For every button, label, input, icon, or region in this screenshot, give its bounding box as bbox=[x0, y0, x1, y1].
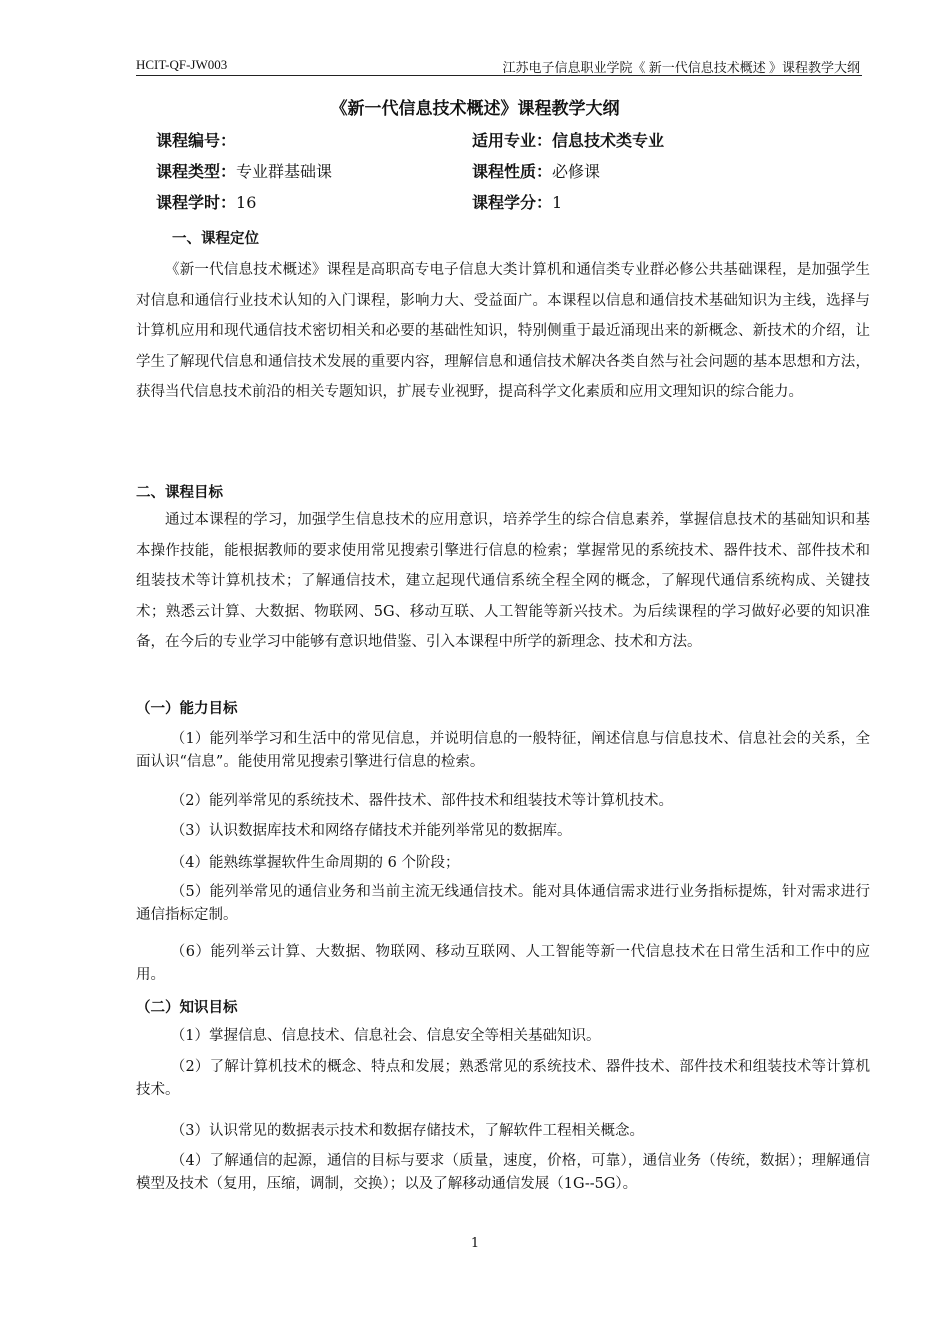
meta-value: 必修课 bbox=[552, 162, 601, 181]
ability-item-2: （2）能列举常见的系统技术、器件技术、部件技术和组装技术等计算机技术。 bbox=[170, 793, 674, 809]
meta-label: 课程类型： bbox=[156, 162, 237, 181]
header-divider bbox=[136, 75, 862, 76]
meta-course-code bbox=[156, 128, 236, 151]
section-heading-positioning: 一、课程定位 bbox=[172, 231, 259, 247]
page-number: 1 bbox=[470, 1236, 480, 1251]
meta-label: 课程学时： bbox=[156, 193, 237, 212]
meta-course-nature bbox=[472, 159, 600, 182]
meta-value: 信息技术类专业 bbox=[552, 131, 665, 150]
knowledge-item-2: （2）了解计算机技术的概念、特点和发展；熟悉常见的系统技术、器件技术、部件技术和组装技术等计算机技术。 bbox=[136, 1059, 870, 1098]
meta-value: 专业群基础课 bbox=[236, 162, 333, 181]
meta-label: 课程学分： bbox=[472, 193, 553, 212]
subheading-ability: （一）能力目标 bbox=[136, 701, 238, 717]
meta-label: 课程编号： bbox=[156, 131, 237, 150]
knowledge-item-1: （1）掌握信息、信息技术、信息社会、信息安全等相关基础知识。 bbox=[170, 1028, 601, 1044]
meta-course-type bbox=[156, 159, 332, 182]
meta-label: 课程性质： bbox=[472, 162, 553, 181]
meta-course-credit bbox=[472, 190, 562, 213]
ability-item-5: （5）能列举常见的通信业务和当前主流无线通信技术。能对具体通信需求进行业务指标提炼，针对需求进行通信指标定制。 bbox=[136, 884, 870, 923]
positioning-paragraph: 《新一代信息技术概述》课程是高职高专电子信息大类计算机和通信类专业群必修公共基础课程，是加强学生对信息和通信行业技术认知的入门课程，影响力大、受益面广。本课程以信息和通信技术基础知识为主线，选择与计算机应用和现代通信技术密切相关和必要的基础性知识，特别侧重于最近涌现出来的新概念、新技术的介绍，让学生了解现代信息和通信技术发展的重要内容，理解信息和通信技术解决各类自然与社会问题的基本思想和方法，获得当代信息技术前沿的相关专题知识，扩展专业视野，提高科学文化素质和应用文理知识的综合能力。 bbox=[136, 262, 870, 400]
meta-value: 16 bbox=[236, 193, 257, 212]
section-heading-objectives: 二、课程目标 bbox=[136, 485, 223, 501]
ability-item-3: （3）认识数据库技术和网络存储技术并能列举常见的数据库。 bbox=[170, 823, 572, 839]
page-title: 《新一代信息技术概述》课程教学大纲 bbox=[330, 99, 620, 119]
subheading-knowledge: （二）知识目标 bbox=[136, 1000, 238, 1016]
meta-label: 适用专业： bbox=[472, 131, 553, 150]
meta-course-hours bbox=[156, 190, 256, 213]
ability-item-4: （4）能熟练掌握软件生命周期的 6 个阶段； bbox=[170, 855, 460, 871]
header-doc-title: 江苏电子信息职业学院《 新一代信息技术概述 》课程教学大纲 bbox=[502, 60, 860, 75]
knowledge-item-4: （4）了解通信的起源，通信的目标与要求（质量，速度，价格，可靠），通信业务（传统，数据）；理解通信模型及技术（复用，压缩，调制，交换）；以及了解移动通信发展（1G--5G）。 bbox=[136, 1153, 870, 1192]
meta-major bbox=[472, 128, 664, 151]
objectives-paragraph: 通过本课程的学习，加强学生信息技术的应用意识，培养学生的综合信息素养，掌握信息技术的基础知识和基本操作技能，能根据教师的要求使用常见搜索引擎进行信息的检索；掌握常见的系统技术、器件技术、部件技术和组装技术等计算机技术；了解通信技术，建立起现代通信系统全程全网的概念，了解现代通信系统构成、关键技术；熟悉云计算、大数据、物联网、5G、移动互联、人工智能等新兴技术。为后续课程的学习做好必要的知识准备，在今后的专业学习中能够有意识地借鉴、引入本课程中所学的新理念、技术和方法。 bbox=[136, 512, 870, 650]
meta-value: 1 bbox=[552, 193, 563, 212]
ability-item-1: （1）能列举学习和生活中的常见信息，并说明信息的一般特征，阐述信息与信息技术、信息社会的关系，全面认识“信息”。能使用常见搜索引擎进行信息的检索。 bbox=[136, 731, 870, 770]
header-doc-code: HCIT-QF-JW003 bbox=[136, 57, 228, 72]
ability-item-6: （6）能列举云计算、大数据、物联网、移动互联网、人工智能等新一代信息技术在日常生活和工作中的应用。 bbox=[136, 944, 870, 983]
knowledge-item-3: （3）认识常见的数据表示技术和数据存储技术，了解软件工程相关概念。 bbox=[170, 1123, 645, 1139]
